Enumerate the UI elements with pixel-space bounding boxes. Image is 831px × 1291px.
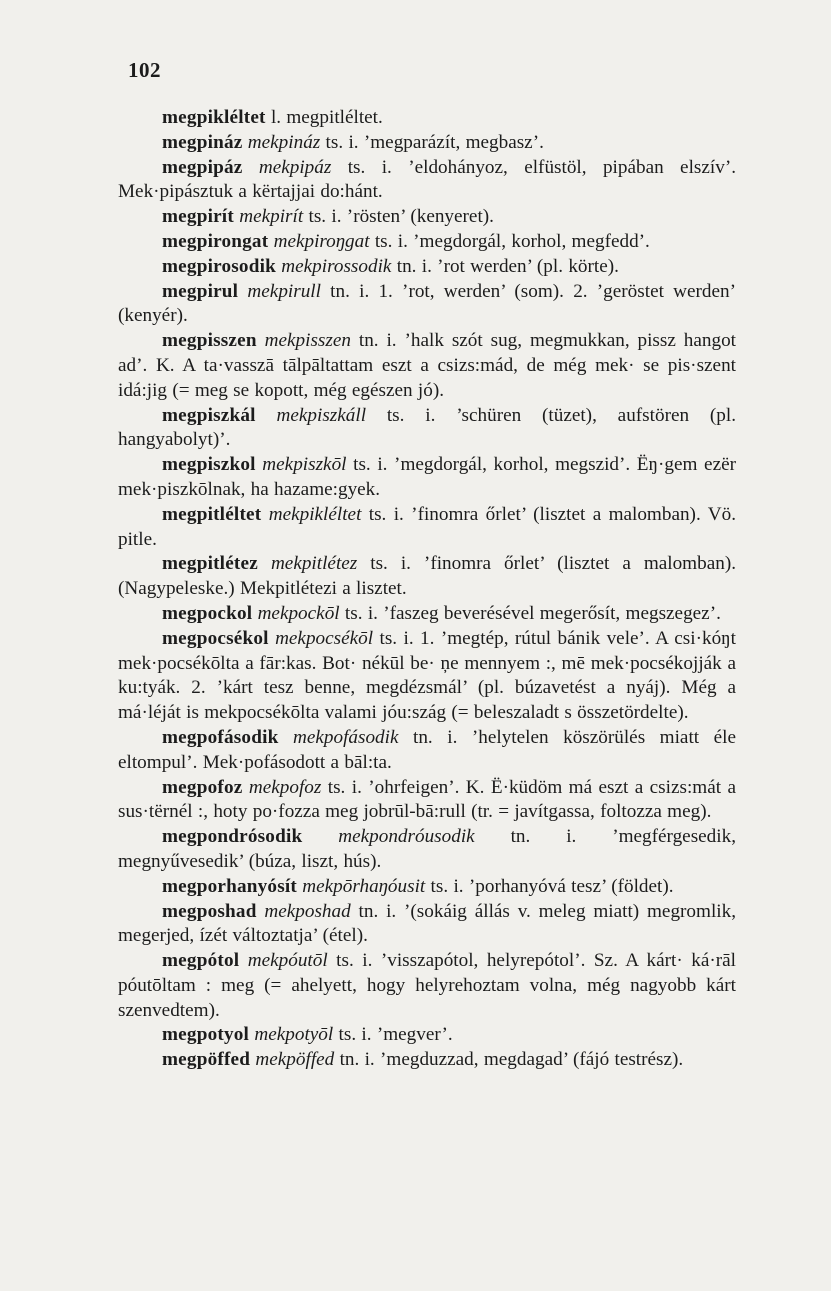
entry-definition: ts. i. ’faszeg beverésével megerősít, megszegez’. [339, 602, 721, 624]
phonetic-form: mekpirull [238, 280, 321, 302]
dictionary-entry [118, 949, 736, 1023]
entry-definition: l. megpitléltet. [265, 107, 383, 128]
entry-definition: ts. i. 1. ’megtép, rútul bánik vele’. A csi·kóŋt mek·pocsékōlta a fār:kas. Bot· nékūl be· ņe mennyem :, mē mek·pocsékojják a ku:tyák. 2. ’kárt tesz benne, megdézsmál’ (pl. búzavetést a nyáj). Még a má·léját is mekpocsékōlta valami jóu:szág (= beleszaladt s összetördelte). [118, 627, 736, 724]
dictionary-entry [118, 205, 736, 230]
dictionary-entry [118, 1048, 736, 1073]
headword: megpondrósodik [162, 826, 303, 848]
headword: megpofoz [162, 776, 243, 798]
headword: megpotyol [162, 1024, 250, 1046]
dictionary-entry [118, 156, 736, 206]
phonetic-form: mekpondróusodik [302, 826, 475, 848]
dictionary-entry [118, 453, 736, 503]
dictionary-entry [118, 255, 736, 280]
headword: megpiszkál [162, 404, 256, 426]
phonetic-form: mekposhad [256, 900, 351, 922]
dictionary-entry [118, 825, 736, 875]
entry-definition: tn. i. ’helytelen köszörülés miatt éle eltompul’. Mek·pofásodott a bāl:ta. [118, 726, 736, 773]
dictionary-entry [118, 776, 736, 826]
entry-definition: ts. i. ’porhanyóvá tesz’ (földet). [425, 875, 674, 897]
dictionary-entry [118, 230, 736, 255]
phonetic-form: mekpirossodik [276, 255, 392, 277]
dictionary-entry [118, 280, 736, 330]
phonetic-form: mekpisszen [256, 330, 351, 352]
phonetic-form: mekpináz [242, 131, 321, 153]
entry-definition: ts. i. ’eldohányoz, elfüstöl, pipában elszív’. Mek·pipásztuk a kërtajjai do:hánt. [118, 156, 737, 203]
phonetic-form: mekpiszkáll [255, 404, 367, 426]
phonetic-form: mekpipáz [242, 156, 332, 178]
entry-definition: ts. i. ’ohrfeigen’. K. Ё·küdöm má eszt a csizs:mát a sus·tërnél :, hoty po·fozza meg jobrūl-bā:rull (tr. = javítgassa, foltozza meg). [118, 776, 736, 823]
phonetic-form: mekpikléltet [261, 503, 362, 525]
headword: megpirul [162, 280, 239, 302]
dictionary-entry [118, 131, 736, 156]
entry-definition: ts. i. ’rösten’ (kenyeret). [303, 206, 494, 228]
phonetic-form: mekpocsékōl [268, 627, 374, 649]
entry-definition: ts. i. ’megdorgál, korhol, megfedd’. [369, 230, 650, 252]
headword: megposhad [162, 900, 257, 922]
dictionary-entry [118, 329, 736, 403]
phonetic-form: mekpirít [233, 206, 304, 228]
headword: megpipáz [162, 156, 243, 178]
headword: megpofásodik [162, 726, 279, 748]
entry-definition: ts. i. ’visszapótol, helyrepótol’. Sz. A kárt· ká·rāl póutōltam : meg (= ahelyett, hogy helyrehoztam volna, még nagyobb kárt szenvedtem). [118, 950, 736, 1021]
headword: megpitléltet [162, 503, 262, 525]
headword: megpirongat [162, 230, 269, 252]
entry-definition: tn. i. ’megférgesedik, megnyűvesedik’ (búza, liszt, hús). [118, 826, 737, 872]
phonetic-form: mekpiszkōl [255, 454, 347, 476]
phonetic-form: mekpitlétez [257, 553, 358, 575]
phonetic-form: mekpōrhaŋóusit [297, 875, 426, 897]
entry-definition: tn. i. ’halk szót sug, megmukkan, pissz hangot ad’. K. A ta·vasszā tālpāltattam eszt a csizs:mád, de még mek· se pis·szent idá:jig (= meg se kopott, még egészen jó). [118, 330, 736, 401]
entry-definition: tn. i. ’megduzzad, megdagad’ (fájó testrész). [334, 1049, 684, 1071]
entry-definition: ts. i. ’finomra őrlet’ (lisztet a malomban). (Nagypeleske.) Mekpitlétezi a lisztet. [118, 553, 737, 600]
headword: megpiszkol [162, 454, 256, 476]
dictionary-entry [118, 627, 736, 726]
dictionary-entry [118, 106, 736, 131]
page-number: 102 [128, 58, 161, 82]
dictionary-entry [118, 1023, 736, 1048]
entry-definition: ts. i. ’megparázít, megbasz’. [320, 131, 544, 153]
headword: megpikléltet [162, 107, 266, 128]
phonetic-form: mekpockōl [252, 602, 340, 624]
headword: megpirosodik [162, 255, 276, 277]
headword: megpocsékol [162, 627, 269, 649]
headword: megpitlétez [162, 553, 258, 575]
entry-definition: ts. i. ’megdorgál, korhol, megszid’. Ёŋ·gem ezër mek·piszkōlnak, ha hazame:gyek. [118, 454, 736, 500]
entry-definition: tn. i. ’(sokáig állás v. meleg miatt) megromlik, megerjed, ízét változtatja’ (étel). [118, 900, 737, 947]
entry-definition: ts. i. ’schüren (tüzet), aufstören (pl. hangyabolyt)’. [118, 404, 736, 451]
phonetic-form: mekpóutōl [239, 950, 328, 972]
dictionary-entry [118, 404, 736, 454]
phonetic-form: mekpofásodik [278, 726, 399, 748]
dictionary-entry [118, 503, 736, 553]
headword: megpisszen [162, 330, 257, 352]
dictionary-entry [118, 900, 736, 950]
entry-definition: tn. i. ’rot werden’ (pl. körte). [391, 255, 619, 277]
dictionary-entry [118, 726, 736, 776]
phonetic-form: mekpiroŋgat [268, 230, 370, 252]
dictionary-entry [118, 602, 736, 627]
dictionary-entry [118, 875, 736, 900]
dictionary-entry [118, 552, 736, 602]
entry-definition: ts. i. ’finomra őrlet’ (lisztet a malomban). Vö. pitle. [118, 503, 736, 550]
headword: megpöffed [162, 1049, 251, 1071]
entry-definition: tn. i. 1. ’rot, werden’ (som). 2. ’geröstet werden’ (kenyér). [118, 280, 736, 327]
headword: megporhanyósít [162, 875, 297, 897]
entry-list [118, 106, 736, 1073]
headword: megpótol [162, 950, 240, 972]
phonetic-form: mekpotyōl [249, 1024, 334, 1046]
headword: megpockol [162, 602, 253, 624]
phonetic-form: mekpofoz [242, 776, 322, 798]
entry-definition: ts. i. ’megver’. [333, 1024, 453, 1046]
headword: megpináz [162, 131, 243, 153]
phonetic-form: mekpöffed [250, 1049, 335, 1071]
headword: megpirít [162, 206, 234, 228]
